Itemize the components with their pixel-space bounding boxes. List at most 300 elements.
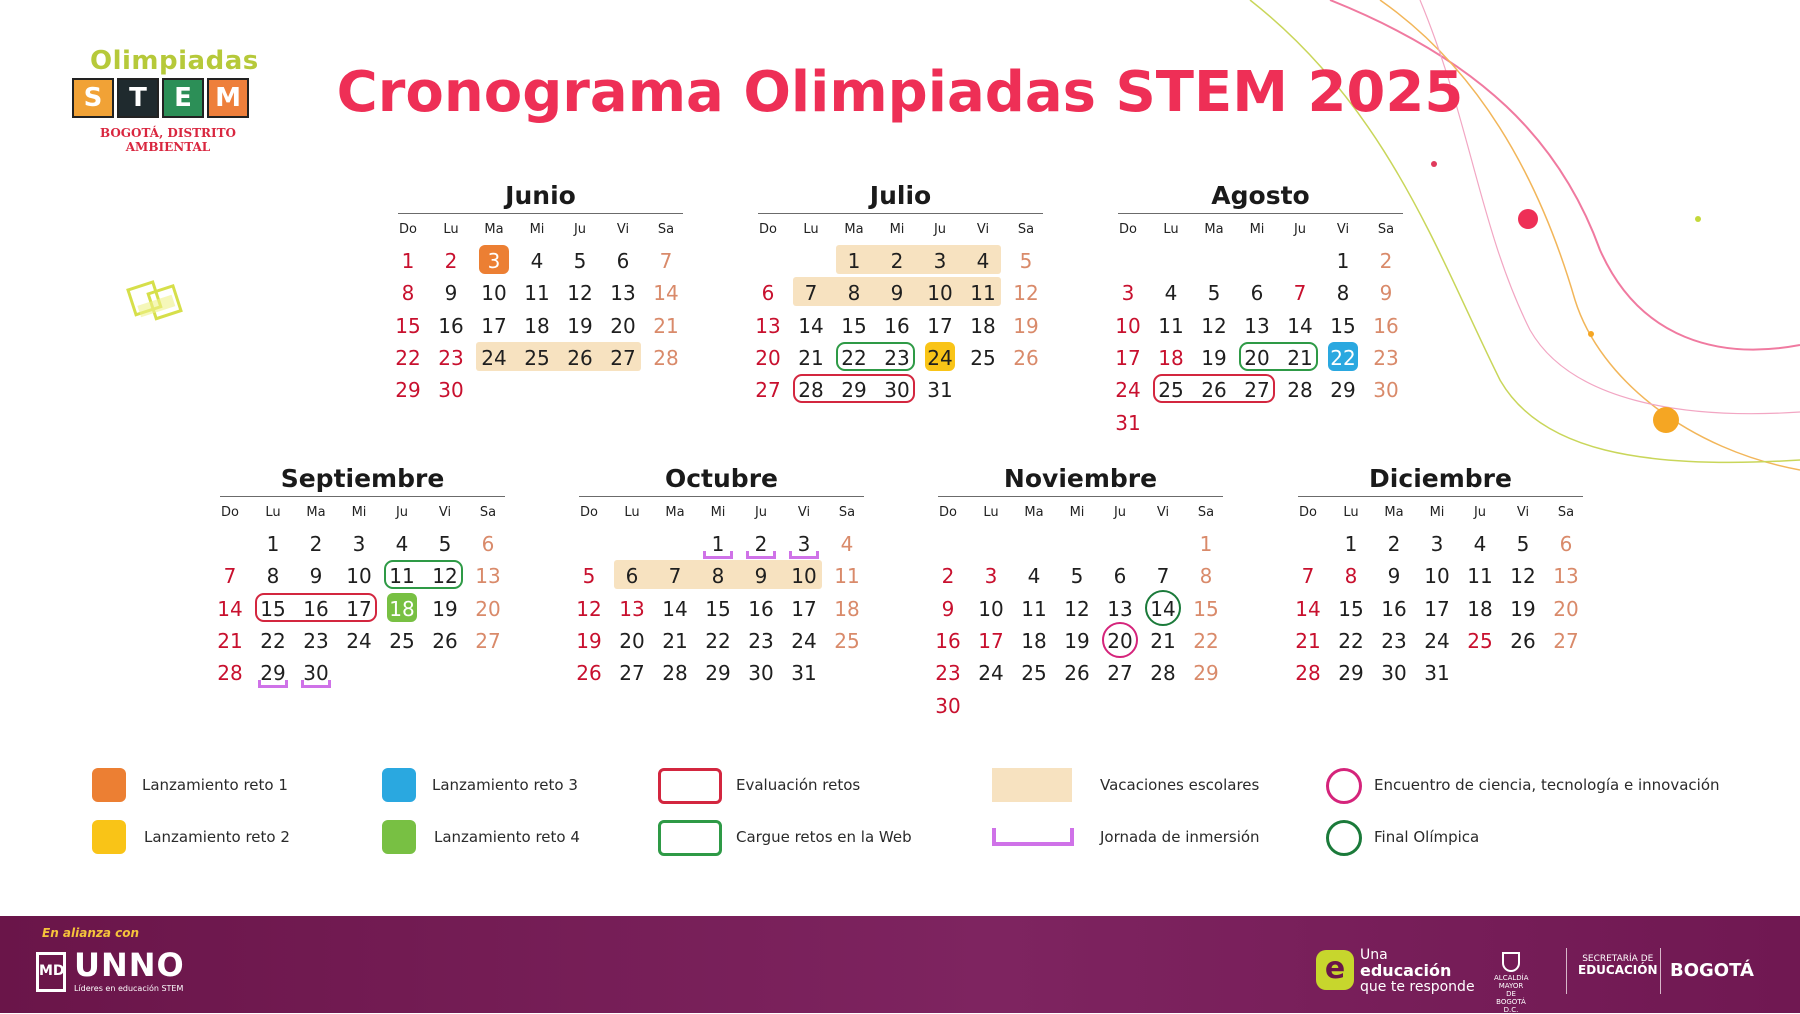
day-number: 18 bbox=[1158, 345, 1184, 370]
weekday-header: Lu bbox=[624, 505, 640, 520]
day-number: 28 bbox=[798, 378, 824, 403]
day-number: 20 bbox=[610, 313, 636, 338]
day-number: 14 bbox=[662, 596, 688, 621]
day-number: 4 bbox=[1027, 564, 1041, 589]
weekday-header: Ma bbox=[665, 505, 685, 520]
weekday-header: Ju bbox=[933, 222, 947, 237]
day-number: 29 bbox=[705, 661, 731, 686]
weekday-header: Mi bbox=[710, 505, 726, 520]
day-number: 5 bbox=[1207, 281, 1221, 306]
day-number: 23 bbox=[438, 345, 464, 370]
day-number: 7 bbox=[1301, 564, 1315, 589]
day-number: 30 bbox=[748, 661, 774, 686]
bogota-logo: BOGOTÁ bbox=[1670, 960, 1754, 981]
vacation-swatch bbox=[992, 768, 1072, 802]
unno-logo: UNNO bbox=[74, 946, 185, 984]
weekday-header: Vi bbox=[616, 222, 630, 237]
day-number: 12 bbox=[432, 564, 458, 589]
weekday-header: Vi bbox=[976, 222, 990, 237]
month-noviembre bbox=[935, 463, 1223, 727]
day-number: 16 bbox=[748, 596, 774, 621]
day-number: 23 bbox=[1381, 628, 1407, 653]
logo-letter-tile: S bbox=[72, 78, 114, 118]
day-number: 4 bbox=[976, 249, 990, 273]
month-name: Agosto bbox=[1211, 181, 1310, 210]
slogan-line1: Una bbox=[1360, 947, 1388, 963]
weekday-header: Sa bbox=[479, 505, 497, 520]
day-number: 28 bbox=[653, 345, 679, 370]
day-number: 24 bbox=[481, 345, 507, 370]
day-number: 27 bbox=[610, 345, 636, 370]
day-number: 30 bbox=[1381, 661, 1407, 686]
month-octubre bbox=[576, 463, 864, 727]
weekday-header: Lu bbox=[443, 222, 459, 237]
day-number: 15 bbox=[841, 313, 867, 338]
day-number: 19 bbox=[1510, 596, 1536, 621]
day-number: 3 bbox=[933, 249, 947, 273]
weekday-header: Vi bbox=[1336, 222, 1350, 237]
weekday-header: Do bbox=[399, 222, 417, 237]
day-number: 27 bbox=[1244, 378, 1270, 403]
month-days bbox=[935, 527, 1223, 727]
day-number: 14 bbox=[653, 281, 679, 306]
day-number: 1 bbox=[847, 249, 861, 273]
day-number: 26 bbox=[1064, 661, 1090, 686]
secretaria-logo bbox=[1578, 954, 1658, 978]
day-number: 22 bbox=[1330, 345, 1356, 370]
logo-letter-tile: M bbox=[207, 78, 249, 118]
day-number: 18 bbox=[1021, 628, 1047, 653]
day-number: 7 bbox=[804, 281, 818, 306]
day-number: 20 bbox=[1553, 596, 1579, 621]
weekday-header: Do bbox=[580, 505, 598, 520]
weekday-header: Ju bbox=[754, 505, 768, 520]
day-number: 20 bbox=[1244, 345, 1270, 370]
day-number: 3 bbox=[1430, 532, 1444, 556]
day-number: 31 bbox=[927, 378, 953, 403]
day-number: 5 bbox=[1019, 249, 1033, 273]
day-number: 18 bbox=[970, 313, 996, 338]
day-number: 27 bbox=[1107, 661, 1133, 686]
day-number: 25 bbox=[970, 345, 996, 370]
day-number: 30 bbox=[884, 378, 910, 403]
day-number: 9 bbox=[1379, 281, 1393, 306]
legend-label: Evaluación retos bbox=[736, 776, 861, 794]
weekday-header: Vi bbox=[1516, 505, 1530, 520]
day-number: 19 bbox=[432, 596, 458, 621]
weekday-header: Do bbox=[1299, 505, 1317, 520]
day-number: 15 bbox=[260, 596, 286, 621]
day-number: 9 bbox=[754, 564, 768, 589]
day-number: 13 bbox=[610, 281, 636, 306]
weekday-header: Ma bbox=[1204, 222, 1224, 237]
page-title: Cronograma Olimpiadas STEM 2025 bbox=[336, 60, 1464, 125]
day-number: 24 bbox=[346, 628, 372, 653]
day-number: 17 bbox=[978, 628, 1004, 653]
weekday-header-row bbox=[220, 497, 505, 527]
weekday-header-row bbox=[938, 497, 1223, 527]
day-number: 16 bbox=[935, 628, 961, 653]
month-days bbox=[1295, 527, 1583, 727]
day-number: 12 bbox=[1510, 564, 1536, 589]
day-number: 5 bbox=[1070, 564, 1084, 589]
blue-swatch bbox=[382, 768, 416, 802]
month-days bbox=[1115, 244, 1403, 444]
weekday-header: Ju bbox=[1293, 222, 1307, 237]
logo-subtitle: BOGOTÁ, DISTRITO AMBIENTAL bbox=[99, 126, 237, 154]
day-number: 2 bbox=[1387, 532, 1401, 556]
day-number: 29 bbox=[395, 378, 421, 403]
day-number: 29 bbox=[1193, 661, 1219, 686]
day-number: 25 bbox=[1021, 661, 1047, 686]
day-number: 6 bbox=[761, 281, 775, 306]
day-number: 25 bbox=[389, 628, 415, 653]
day-number: 18 bbox=[389, 596, 415, 621]
day-number: 9 bbox=[444, 281, 458, 306]
weekday-header: Sa bbox=[1017, 222, 1035, 237]
month-junio bbox=[395, 180, 683, 444]
educacion-slogan bbox=[1360, 948, 1475, 995]
slogan-line3: que te responde bbox=[1360, 979, 1475, 995]
day-number: 27 bbox=[755, 378, 781, 403]
day-number: 17 bbox=[481, 313, 507, 338]
month-agosto bbox=[1115, 180, 1403, 444]
day-number: 19 bbox=[576, 628, 602, 653]
weekday-header: Do bbox=[221, 505, 239, 520]
day-number: 14 bbox=[1287, 313, 1313, 338]
day-number: 10 bbox=[481, 281, 507, 306]
day-number: 18 bbox=[834, 596, 860, 621]
legend-label: Final Olímpica bbox=[1374, 828, 1480, 846]
alcaldia-label: ALCALDÍA MAYOR DE BOGOTÁ D.C. bbox=[1494, 974, 1529, 1014]
day-number: 13 bbox=[1107, 596, 1133, 621]
day-number: 1 bbox=[711, 532, 725, 556]
day-number: 19 bbox=[1064, 628, 1090, 653]
circle-pink-swatch bbox=[1326, 768, 1362, 804]
day-number: 23 bbox=[884, 345, 910, 370]
secretaria-line2: EDUCACIÓN bbox=[1578, 963, 1658, 977]
divider bbox=[1660, 948, 1661, 994]
weekday-header: Ma bbox=[1024, 505, 1044, 520]
immersion-bracket-swatch bbox=[992, 828, 1074, 846]
day-number: 9 bbox=[309, 564, 323, 589]
day-number: 9 bbox=[890, 281, 904, 306]
day-number: 12 bbox=[1013, 281, 1039, 306]
day-number: 8 bbox=[1344, 564, 1358, 589]
legend-label: Cargue retos en la Web bbox=[736, 828, 912, 846]
day-number: 2 bbox=[1379, 249, 1393, 273]
legend-label: Lanzamiento reto 4 bbox=[434, 828, 580, 846]
day-number: 21 bbox=[798, 345, 824, 370]
day-number: 20 bbox=[475, 596, 501, 621]
day-number: 22 bbox=[1193, 628, 1219, 653]
day-number: 10 bbox=[1115, 313, 1141, 338]
day-number: 28 bbox=[217, 661, 243, 686]
day-number: 6 bbox=[616, 249, 630, 273]
day-number: 13 bbox=[755, 313, 781, 338]
day-number: 1 bbox=[266, 532, 280, 556]
weekday-header: Do bbox=[1119, 222, 1137, 237]
divider bbox=[1566, 948, 1567, 994]
day-number: 5 bbox=[1516, 532, 1530, 556]
yellow-swatch bbox=[92, 820, 126, 854]
weekday-header-row bbox=[1118, 214, 1403, 244]
day-number: 5 bbox=[582, 564, 596, 589]
day-number: 16 bbox=[1381, 596, 1407, 621]
day-number: 2 bbox=[941, 564, 955, 589]
weekday-header: Ju bbox=[395, 505, 409, 520]
day-number: 8 bbox=[266, 564, 280, 589]
day-number: 22 bbox=[705, 628, 731, 653]
footer-bar bbox=[0, 916, 1800, 1013]
day-number: 22 bbox=[841, 345, 867, 370]
weekday-header: Vi bbox=[438, 505, 452, 520]
month-days bbox=[576, 527, 864, 727]
day-number: 18 bbox=[1467, 596, 1493, 621]
weekday-header: Ma bbox=[844, 222, 864, 237]
day-number: 20 bbox=[1107, 628, 1133, 653]
day-number: 1 bbox=[1336, 249, 1350, 273]
day-number: 6 bbox=[625, 564, 639, 589]
weekday-header: Vi bbox=[1156, 505, 1170, 520]
day-number: 17 bbox=[1115, 345, 1141, 370]
day-number: 5 bbox=[438, 532, 452, 556]
day-number: 10 bbox=[927, 281, 953, 306]
day-number: 28 bbox=[1150, 661, 1176, 686]
educacion-e-icon: e bbox=[1316, 950, 1354, 990]
alianza-label: En alianza con bbox=[42, 926, 140, 940]
circle-green-swatch bbox=[1326, 820, 1362, 856]
day-number: 15 bbox=[705, 596, 731, 621]
day-number: 11 bbox=[834, 564, 860, 589]
logo-letter-tile: T bbox=[117, 78, 159, 118]
month-days bbox=[395, 244, 683, 444]
day-number: 3 bbox=[797, 532, 811, 556]
day-number: 4 bbox=[1164, 281, 1178, 306]
day-number: 3 bbox=[984, 564, 998, 589]
day-number: 3 bbox=[352, 532, 366, 556]
day-number: 21 bbox=[1150, 628, 1176, 653]
day-number: 31 bbox=[1424, 661, 1450, 686]
day-number: 25 bbox=[1158, 378, 1184, 403]
day-number: 4 bbox=[840, 532, 854, 556]
day-number: 29 bbox=[260, 661, 286, 686]
day-number: 27 bbox=[619, 661, 645, 686]
legend-label: Lanzamiento reto 1 bbox=[142, 776, 288, 794]
day-number: 23 bbox=[748, 628, 774, 653]
day-number: 11 bbox=[970, 281, 996, 306]
day-number: 28 bbox=[1295, 661, 1321, 686]
legend-label: Encuentro de ciencia, tecnología e innovación bbox=[1374, 776, 1720, 794]
day-number: 4 bbox=[395, 532, 409, 556]
month-days bbox=[755, 244, 1043, 444]
day-number: 25 bbox=[834, 628, 860, 653]
secretaria-line1: SECRETARÍA DE bbox=[1582, 954, 1654, 964]
day-number: 21 bbox=[217, 628, 243, 653]
day-number: 27 bbox=[1553, 628, 1579, 653]
day-number: 24 bbox=[978, 661, 1004, 686]
day-number: 6 bbox=[481, 532, 495, 556]
day-number: 2 bbox=[890, 249, 904, 273]
weekday-header: Sa bbox=[1377, 222, 1395, 237]
weekday-header: Sa bbox=[657, 222, 675, 237]
day-number: 30 bbox=[1373, 378, 1399, 403]
weekday-header: Ma bbox=[306, 505, 326, 520]
month-name: Junio bbox=[505, 181, 576, 210]
day-number: 21 bbox=[653, 313, 679, 338]
day-number: 16 bbox=[1373, 313, 1399, 338]
day-number: 16 bbox=[303, 596, 329, 621]
day-number: 12 bbox=[567, 281, 593, 306]
day-number: 17 bbox=[791, 596, 817, 621]
weekday-header: Do bbox=[939, 505, 957, 520]
day-number: 13 bbox=[1244, 313, 1270, 338]
day-number: 8 bbox=[1336, 281, 1350, 306]
day-number: 7 bbox=[1293, 281, 1307, 306]
day-number: 23 bbox=[303, 628, 329, 653]
day-number: 2 bbox=[309, 532, 323, 556]
day-number: 14 bbox=[798, 313, 824, 338]
legend-label: Vacaciones escolares bbox=[1100, 776, 1260, 794]
day-number: 9 bbox=[941, 596, 955, 621]
weekday-header: Mi bbox=[351, 505, 367, 520]
day-number: 31 bbox=[791, 661, 817, 686]
day-number: 26 bbox=[1013, 345, 1039, 370]
legend-label: Lanzamiento reto 2 bbox=[144, 828, 290, 846]
day-number: 17 bbox=[927, 313, 953, 338]
logo-letter-tile: E bbox=[162, 78, 204, 118]
month-julio bbox=[755, 180, 1043, 444]
day-number: 11 bbox=[1021, 596, 1047, 621]
day-number: 2 bbox=[754, 532, 768, 556]
day-number: 4 bbox=[1473, 532, 1487, 556]
weekday-header: Sa bbox=[1197, 505, 1215, 520]
day-number: 29 bbox=[1338, 661, 1364, 686]
day-number: 20 bbox=[619, 628, 645, 653]
weekday-header: Ma bbox=[484, 222, 504, 237]
day-number: 1 bbox=[1344, 532, 1358, 556]
weekday-header-row bbox=[1298, 497, 1583, 527]
weekday-header: Lu bbox=[1163, 222, 1179, 237]
day-number: 26 bbox=[432, 628, 458, 653]
day-number: 15 bbox=[395, 313, 421, 338]
green-swatch bbox=[382, 820, 416, 854]
day-number: 19 bbox=[1013, 313, 1039, 338]
day-number: 20 bbox=[755, 345, 781, 370]
day-number: 15 bbox=[1193, 596, 1219, 621]
day-number: 27 bbox=[475, 628, 501, 653]
month-name: Noviembre bbox=[1003, 464, 1158, 493]
day-number: 3 bbox=[487, 249, 501, 273]
weekday-header: Mi bbox=[529, 222, 545, 237]
month-diciembre bbox=[1295, 463, 1583, 727]
weekday-header: Mi bbox=[1069, 505, 1085, 520]
month-days bbox=[217, 527, 505, 727]
weekday-header: Lu bbox=[803, 222, 819, 237]
day-number: 1 bbox=[401, 249, 415, 273]
weekday-header: Mi bbox=[889, 222, 905, 237]
day-number: 24 bbox=[1115, 378, 1141, 403]
month-name: Septiembre bbox=[280, 464, 445, 493]
weekday-header-row bbox=[758, 214, 1043, 244]
day-number: 28 bbox=[1287, 378, 1313, 403]
day-number: 24 bbox=[791, 628, 817, 653]
day-number: 8 bbox=[711, 564, 725, 589]
day-number: 4 bbox=[530, 249, 544, 273]
legend-label: Jornada de inmersión bbox=[1100, 828, 1260, 846]
day-number: 25 bbox=[524, 345, 550, 370]
day-number: 29 bbox=[1330, 378, 1356, 403]
minuto-de-dios-logo: MD bbox=[36, 952, 66, 992]
day-number: 9 bbox=[1387, 564, 1401, 589]
day-number: 16 bbox=[438, 313, 464, 338]
green-outline-swatch bbox=[658, 820, 722, 856]
day-number: 21 bbox=[1287, 345, 1313, 370]
day-number: 29 bbox=[841, 378, 867, 403]
day-number: 26 bbox=[567, 345, 593, 370]
unno-tagline: Líderes en educación STEM bbox=[74, 984, 184, 993]
day-number: 7 bbox=[659, 249, 673, 273]
day-number: 10 bbox=[346, 564, 372, 589]
day-number: 21 bbox=[662, 628, 688, 653]
month-name: Diciembre bbox=[1369, 464, 1512, 493]
day-number: 23 bbox=[1373, 345, 1399, 370]
day-number: 12 bbox=[1201, 313, 1227, 338]
weekday-header: Ju bbox=[1113, 505, 1127, 520]
weekday-header: Ma bbox=[1384, 505, 1404, 520]
day-number: 14 bbox=[1150, 596, 1176, 621]
day-number: 11 bbox=[1158, 313, 1184, 338]
day-number: 30 bbox=[438, 378, 464, 403]
day-number: 22 bbox=[260, 628, 286, 653]
orange-swatch bbox=[92, 768, 126, 802]
day-number: 17 bbox=[346, 596, 372, 621]
weekday-header-row bbox=[398, 214, 683, 244]
day-number: 24 bbox=[927, 345, 953, 370]
day-number: 13 bbox=[619, 596, 645, 621]
weekday-header-row bbox=[579, 497, 864, 527]
day-number: 11 bbox=[1467, 564, 1493, 589]
day-number: 13 bbox=[475, 564, 501, 589]
day-number: 1 bbox=[1199, 532, 1213, 556]
day-number: 6 bbox=[1113, 564, 1127, 589]
day-number: 3 bbox=[1121, 281, 1135, 306]
day-number: 10 bbox=[791, 564, 817, 589]
month-name: Octubre bbox=[664, 464, 778, 493]
day-number: 21 bbox=[1295, 628, 1321, 653]
legend-label: Lanzamiento reto 3 bbox=[432, 776, 578, 794]
day-number: 31 bbox=[1115, 410, 1141, 435]
day-number: 8 bbox=[1199, 564, 1213, 589]
weekday-header: Lu bbox=[265, 505, 281, 520]
day-number: 8 bbox=[401, 281, 415, 306]
day-number: 10 bbox=[978, 596, 1004, 621]
day-number: 14 bbox=[217, 596, 243, 621]
weekday-header: Sa bbox=[838, 505, 856, 520]
weekday-header: Vi bbox=[797, 505, 811, 520]
day-number: 22 bbox=[395, 345, 421, 370]
day-number: 19 bbox=[567, 313, 593, 338]
day-number: 24 bbox=[1424, 628, 1450, 653]
day-number: 8 bbox=[847, 281, 861, 306]
slogan-line2: educación bbox=[1360, 961, 1452, 980]
day-number: 14 bbox=[1295, 596, 1321, 621]
weekday-header: Mi bbox=[1249, 222, 1265, 237]
day-number: 30 bbox=[935, 693, 961, 718]
weekday-header: Mi bbox=[1429, 505, 1445, 520]
weekday-header: Sa bbox=[1557, 505, 1575, 520]
day-number: 7 bbox=[1156, 564, 1170, 589]
